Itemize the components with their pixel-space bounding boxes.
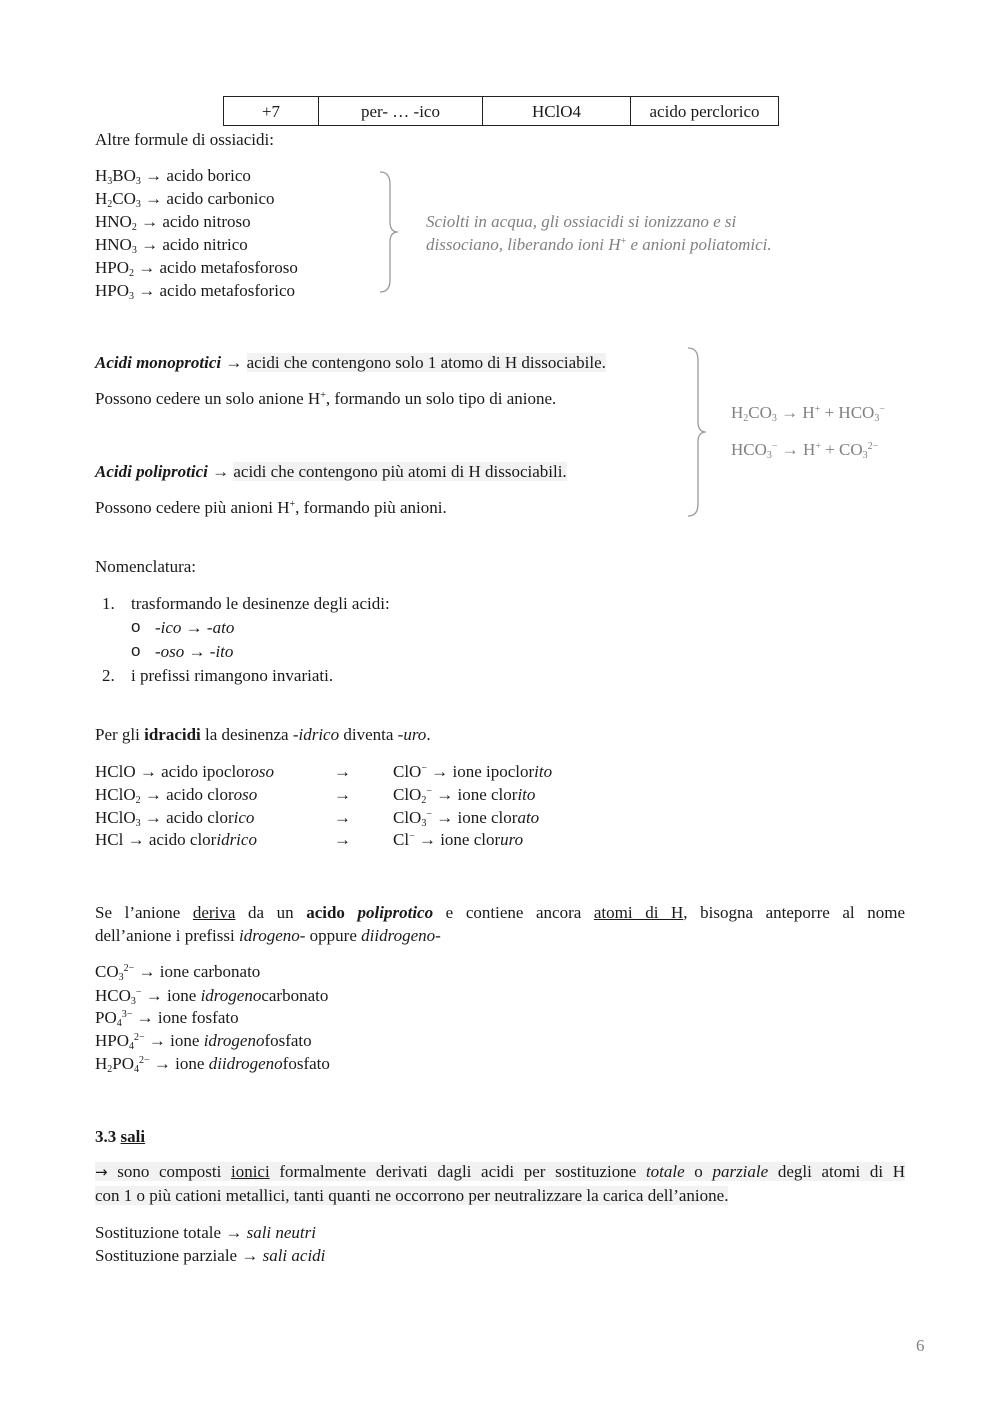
oxidation-table	[223, 96, 779, 126]
mono-definition: Acidi monoprotici → acidi che contengono solo 1 atomo di H dissociabile.	[95, 353, 606, 372]
list-item: $HPO_2$ → acido metafosforoso	[95, 258, 298, 279]
list-item: -oso → -ito	[155, 642, 234, 661]
bullet-icon: o	[131, 641, 141, 660]
table-cell: HClO4	[483, 97, 631, 126]
table-row: ClO$_2$− → ione clorito	[393, 785, 536, 806]
table-row: HClO → acido ipocloroso	[95, 762, 274, 781]
right-brace-icon	[376, 170, 406, 294]
table-row: HClO$_2$ → acido cloroso	[95, 785, 258, 806]
table-row	[224, 97, 779, 126]
anioni-paragraph-line2: dell’anione i prefissi idrogeno- oppure diidrogeno-	[95, 926, 441, 945]
list-item: $HNO_3$ → acido nitrico	[95, 235, 248, 256]
anioni-paragraph-line1: Se l’anione deriva da un acido poliprotico e contiene ancora atomi di H, bisogna anteporre al nome	[95, 903, 906, 922]
table-row: HCl → acido cloridrico	[95, 830, 257, 849]
ossiacidi-heading: Altre formule di ossiacidi:	[95, 130, 274, 149]
bullet-icon: o	[131, 617, 141, 636]
list-item: -ico → -ato	[155, 618, 235, 637]
poli-description: Possono cedere più anioni H+, formando più anioni.	[95, 498, 447, 517]
list-item: $H_2PO_4^{2-}$ → ione diidrogenofosfato	[95, 1054, 330, 1075]
list-item: trasformando le desinenze degli acidi:	[131, 594, 390, 613]
idracidi-paragraph: Per gli idracidi la desinenza -idrico diventa -uro.	[95, 725, 431, 744]
sali-paragraph-line2: con 1 o più cationi metallici, tanti quanti ne occorrono per neutralizzare la carica dell’anione.	[95, 1186, 729, 1205]
poli-definition: Acidi poliprotici → acidi che contengono più atomi di H dissociabili.	[95, 462, 567, 481]
arrow-icon: →	[334, 762, 351, 781]
table-row: ClO$_3$− → ione clorato	[393, 808, 540, 829]
list-item: $HPO_4^{2-}$ → ione idrogenofosfato	[95, 1031, 312, 1052]
list-item: $CO_3^{2-}$ → ione carbonato	[95, 962, 261, 983]
sostituzione-parziale: Sostituzione parziale → sali acidi	[95, 1246, 326, 1265]
dissociation-equation-2: $HCO_3^- \to H^+ + CO_3^{2-}$	[731, 440, 879, 461]
list-item: $HCO_3^-$ → ione idrogenocarbonato	[95, 986, 329, 1007]
right-arrow-icon: →	[95, 1163, 108, 1181]
arrow-icon: →	[334, 830, 351, 849]
right-brace-icon	[684, 346, 714, 518]
table-row: HClO$_3$ → acido clorico	[95, 808, 255, 829]
sostituzione-totale: Sostituzione totale → sali neutri	[95, 1223, 316, 1242]
dissociation-equation-1: $H_2CO_3 \to H^+ + HCO_3^-$	[731, 403, 885, 424]
list-item: $H_2CO_3$ → acido carbonico	[95, 189, 275, 210]
list-number: 2.	[102, 666, 115, 685]
page-number: 6	[916, 1336, 925, 1355]
table-row: Cl− → ione cloruro	[393, 830, 524, 849]
list-item: $HPO_3$ → acido metafosforico	[95, 281, 295, 302]
arrow-icon: →	[334, 808, 351, 827]
list-item: $H_3BO_3$ → acido borico	[95, 166, 251, 187]
arrow-icon: →	[334, 785, 351, 804]
nomenclatura-heading: Nomenclatura:	[95, 557, 197, 576]
section-heading: 3.3 sali	[95, 1127, 146, 1146]
list-number: 1.	[102, 594, 115, 613]
sali-paragraph-line1: → sono composti ionici formalmente derivati dagli acidi per sostituzione totale o parziale degli atomi di H	[95, 1162, 905, 1181]
list-item: $PO_4^{3-}$ → ione fosfato	[95, 1008, 239, 1029]
table-cell: +7	[224, 97, 319, 126]
list-item: $HNO_2$ → acido nitroso	[95, 212, 251, 233]
list-item: i prefissi rimangono invariati.	[131, 666, 334, 685]
table-row: ClO− → ione ipoclorito	[393, 762, 553, 781]
table-cell: acido perclorico	[631, 97, 779, 126]
table-cell: per- … -ico	[319, 97, 483, 126]
mono-description: Possono cedere un solo anione H+, formando un solo tipo di anione.	[95, 389, 557, 408]
ossiacidi-note-2: dissociano, liberando ioni H+ e anioni poliatomici.	[426, 235, 772, 254]
ossiacidi-note: Sciolti in acqua, gli ossiacidi si ionizzano e si	[426, 212, 737, 231]
